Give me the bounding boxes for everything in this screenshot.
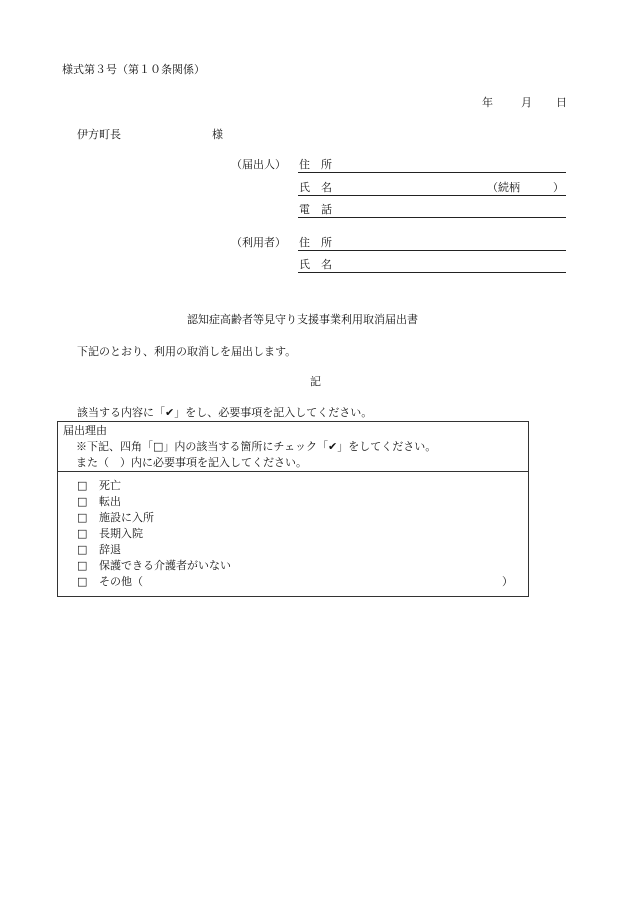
applicant-phone-line[interactable] <box>298 217 566 218</box>
applicant-address-label: 住 所 <box>299 158 332 171</box>
applicant-address-line[interactable] <box>298 172 566 173</box>
option-hospital-label: 長期入院 <box>99 527 143 540</box>
instruction-text: 該当する内容に「✔」をし、必要事項を記入してください。 <box>77 406 373 419</box>
reason-note-2: また（ ）内に必要事項を記入してください。 <box>76 456 307 469</box>
option-death-checkbox[interactable]: □ <box>77 479 88 492</box>
user-address-label: 住 所 <box>299 236 332 249</box>
date-month-label: 月 <box>521 96 532 109</box>
reason-note-1: ※下記、四角「□」内の該当する箇所にチェック「✔」をしてください。 <box>76 440 437 453</box>
reason-heading: 届出理由 <box>63 424 107 437</box>
user-name-line[interactable] <box>298 272 566 273</box>
option-decline-checkbox[interactable]: □ <box>77 543 88 556</box>
option-moveout-checkbox[interactable]: □ <box>77 495 88 508</box>
ki-heading: 記 <box>310 375 321 388</box>
applicant-label: （届出人） <box>231 158 286 171</box>
user-label: （利用者） <box>231 236 286 249</box>
option-death-label: 死亡 <box>99 479 121 492</box>
applicant-relation-label: （続柄 ） <box>487 181 564 194</box>
form-number: 様式第３号（第１０条関係） <box>62 63 205 76</box>
option-other-label: その他（ <box>99 575 143 588</box>
date-day-label: 日 <box>556 96 567 109</box>
addressee-name: 伊方町長 <box>77 128 121 141</box>
option-hospital-checkbox[interactable]: □ <box>77 527 88 540</box>
user-address-line[interactable] <box>298 250 566 251</box>
option-facility-label: 施設に入所 <box>99 511 154 524</box>
intro-text: 下記のとおり、利用の取消しを届出します。 <box>77 345 297 358</box>
applicant-name-line[interactable] <box>298 195 566 196</box>
option-no-caregiver-label: 保護できる介護者がいない <box>99 559 231 572</box>
option-facility-checkbox[interactable]: □ <box>77 511 88 524</box>
date-year-label: 年 <box>482 96 493 109</box>
document-title: 認知症高齢者等見守り支援事業利用取消届出書 <box>187 313 418 326</box>
addressee-honorific: 様 <box>212 128 223 141</box>
option-decline-label: 辞退 <box>99 543 121 556</box>
reason-box-divider <box>57 471 529 472</box>
option-other-close-paren: ） <box>502 575 513 588</box>
option-moveout-label: 転出 <box>99 495 121 508</box>
option-other-checkbox[interactable]: □ <box>77 575 88 588</box>
applicant-phone-label: 電 話 <box>299 203 332 216</box>
option-no-caregiver-checkbox[interactable]: □ <box>77 559 88 572</box>
user-name-label: 氏 名 <box>299 258 332 271</box>
applicant-name-label: 氏 名 <box>299 181 332 194</box>
